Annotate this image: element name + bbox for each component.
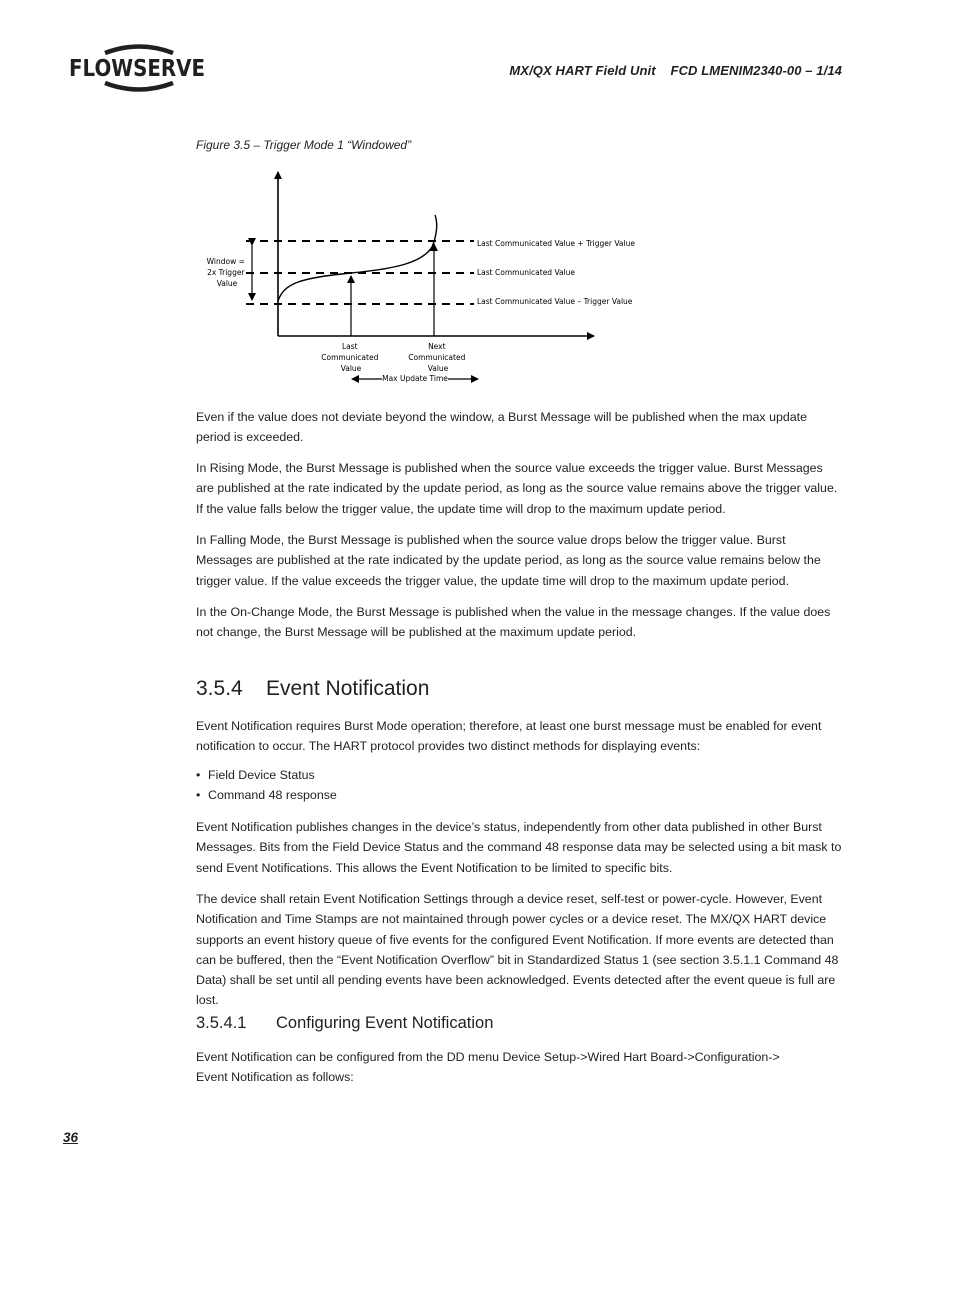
paragraph-max-update: Even if the value does not deviate beyond the window, a Burst Message will be published when the max update period is exceeded. <box>196 410 807 445</box>
x-label-next-1: Next <box>428 342 446 351</box>
window-label-3: Value <box>216 279 238 288</box>
x-label-last-2: Communicated <box>321 353 379 362</box>
x-label-last-3: Value <box>340 364 362 373</box>
svg-text:Next Communicated <box>408 342 467 373</box>
line-mid-label: Last Communicated Value <box>477 268 576 277</box>
page-number: 36 <box>63 1130 79 1145</box>
window-label-1: Window = <box>206 257 245 266</box>
paragraph-event-retain: The device shall retain Event Notification Settings through a device reset, self-test or power-cycle. However, Event Notification and Time Stamps are not maintained through power cycles or a device reset. The MX/QX HART device supports an event history queue of five events for the configured Event Notification. If more events are detected than can be buffered, then the “Event Notification Overflow” bit in Standardized Status 1 (see section 3.5.1.1 Command 48 Data) shall be set until all pending events have been acknowledged. Events detected after the event queue is full are lost. <box>196 892 839 1008</box>
subsection-heading <box>196 1012 493 1034</box>
section-heading <box>196 676 429 702</box>
paragraph-rising-mode: In Rising Mode, the Burst Message is published when the source value exceeds the trigger value. Burst Messages are published at the rate indicated by the update period, as long as the source value remains above the trigger value. If the value falls below the trigger value, the update time will drop to the maximum update period. <box>196 461 838 516</box>
subsection-number: 3.5.4.1 <box>196 1014 247 1032</box>
figure-caption: Figure 3.5 – Trigger Mode 1 “Windowed” <box>196 138 412 152</box>
trigger-mode-diagram <box>196 160 656 392</box>
svg-text:Last Communicated <box>321 342 380 373</box>
paragraph-configuring: Event Notification can be configured from the DD menu Device Setup->Wired Hart Board->Configuration-> Event Notification as follows: <box>196 1050 780 1085</box>
max-update-label: Max Update Time <box>382 374 448 383</box>
window-label-2: 2x Trigger <box>207 268 245 277</box>
x-label-last-1: Last <box>341 342 358 351</box>
paragraph-falling-mode: In Falling Mode, the Burst Message is published when the source value drops below the trigger value. Burst Messages are published at the rate indicated by the update period, as long as the source value remains below the trigger value. If the value exceeds the trigger value, the update time will drop to the maximum update period. <box>196 533 821 588</box>
paragraph-event-publishes: Event Notification publishes changes in the device’s status, independently from other data published in other Burst Messages. Bits from the Field Device Status and the command 48 response data may be selected using a bit mask to send Event Notifications. This allows the Event Notification to be limited to specific bits. <box>196 820 842 875</box>
logo-text: FLOWSERVE <box>69 56 205 82</box>
section-number: 3.5.4 <box>196 677 243 700</box>
line-upper-label: Last Communicated Value + Trigger Value <box>477 239 635 248</box>
document-header-title: MX/QX HART Field Unit FCD LMENIM2340-00 – 1/14 <box>509 63 842 78</box>
svg-text:Window = 2x Trigger <box>207 257 248 288</box>
x-label-next-3: Value <box>427 364 449 373</box>
value-curve <box>278 215 437 301</box>
line-lower-label: Last Communicated Value – Trigger Value <box>477 297 633 306</box>
list-item: • Field Device Status <box>196 768 315 782</box>
x-label-next-2: Communicated <box>408 353 466 362</box>
bullet-list <box>196 765 337 806</box>
flowserve-logo <box>69 44 209 96</box>
paragraph-event-intro: Event Notification requires Burst Mode operation; therefore, at least one burst message must be enabled for event notification to occur. The HART protocol provides two distinct methods for displaying events: <box>196 719 822 754</box>
subsection-title: Configuring Event Notification <box>276 1014 494 1032</box>
list-item: • Command 48 response <box>196 788 337 803</box>
section-title: Event Notification <box>266 677 430 700</box>
paragraph-on-change-mode: In the On-Change Mode, the Burst Message is published when the value in the message changes. If the value does not change, the Burst Message will be published at the maximum update period. <box>196 605 831 640</box>
